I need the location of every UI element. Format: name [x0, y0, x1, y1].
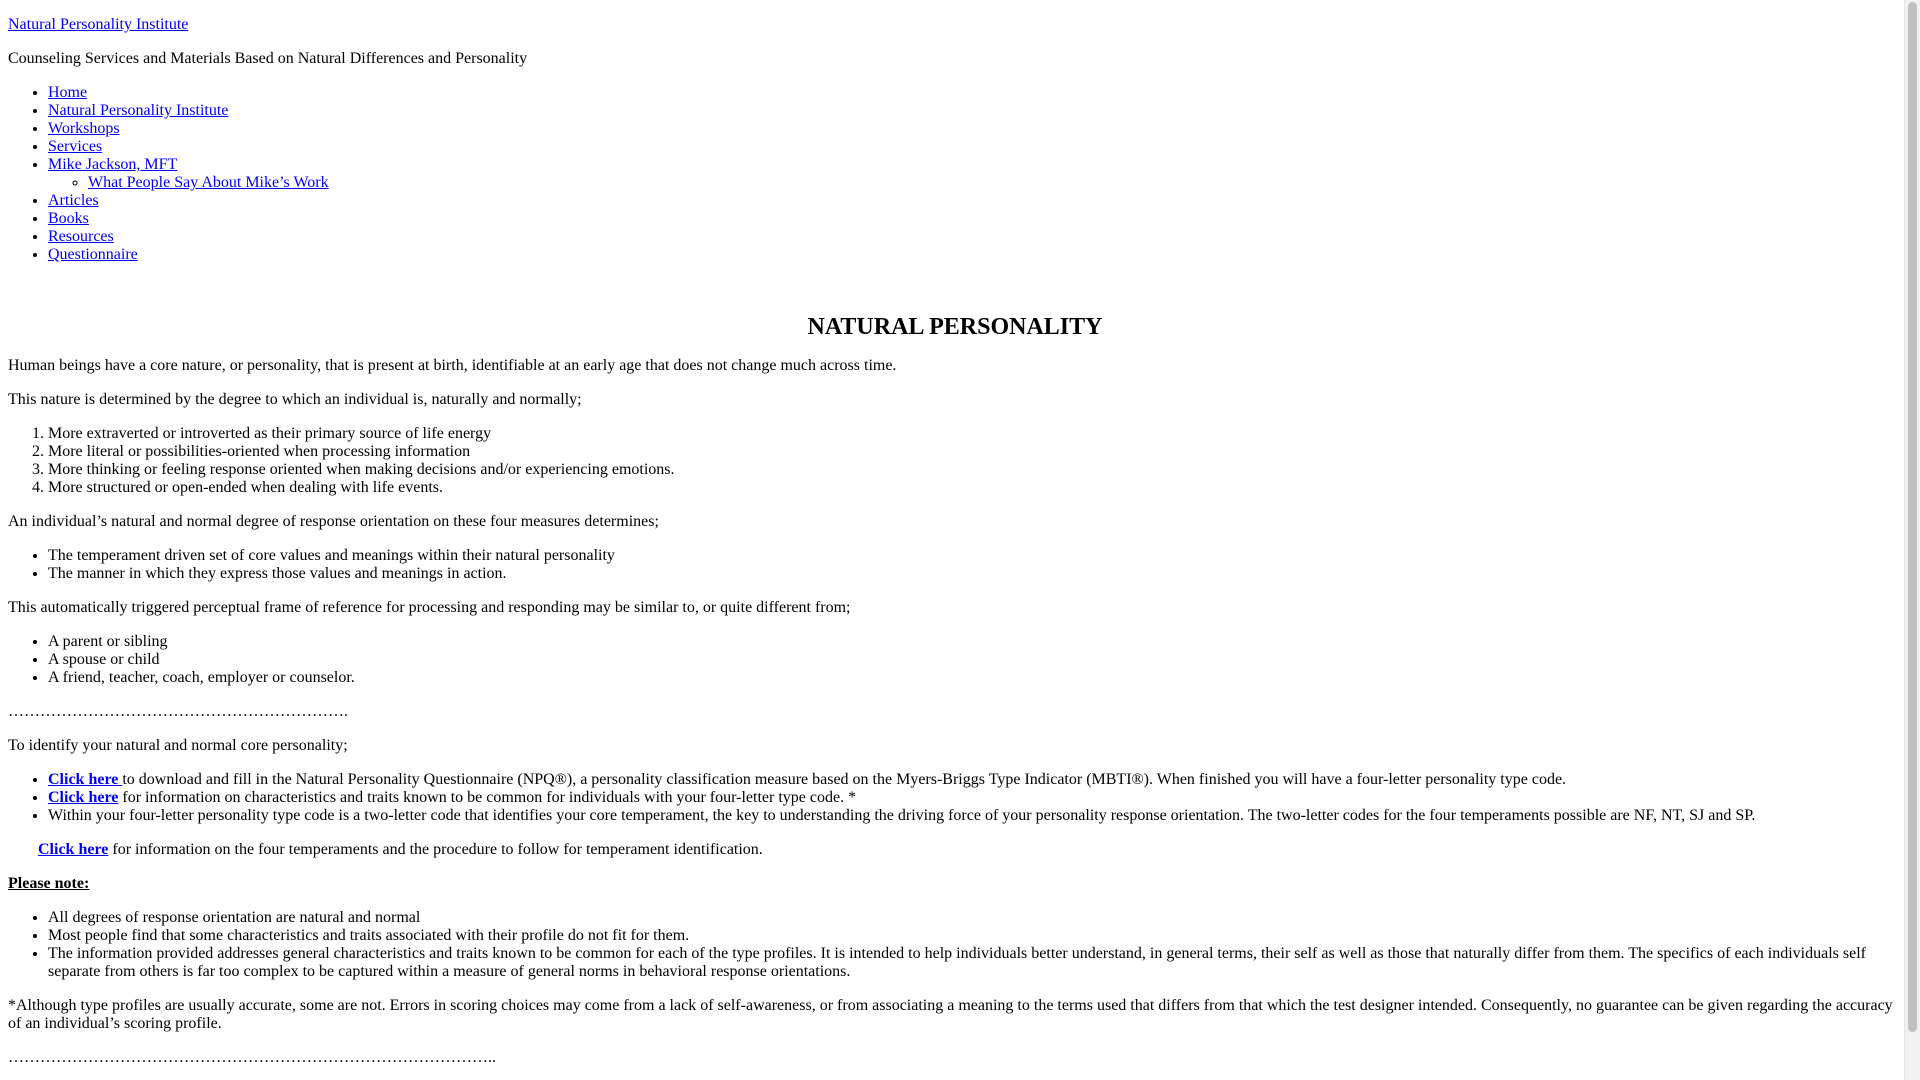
nav-link-articles[interactable]: Articles — [48, 192, 99, 209]
temperament-text: for information on the four temperaments and the procedure to follow for temperament identification. — [108, 841, 763, 858]
step-item-type-code — [48, 789, 1902, 807]
main-navigation — [8, 84, 1902, 264]
nav-link-services[interactable]: Services — [48, 138, 103, 155]
nav-item-articles — [48, 192, 1902, 210]
measures-list — [8, 425, 1902, 497]
step-text: for information on characteristics and traits known to be common for individuals with your four-letter type code. * — [118, 789, 857, 806]
page-content — [8, 0, 1902, 1067]
step-text: to download and fill in the Natural Personality Questionnaire (NPQ®), a personality classification measure based on the Myers-Briggs Type Indicator (MBTI®). When finished you will have a four-letter personality type code. — [122, 771, 1567, 788]
list-item: • The temperament driven set of core values and meanings within their natural personality — [48, 547, 1902, 565]
nav-item-workshops — [48, 120, 1902, 138]
nav-item-home — [48, 84, 1902, 102]
nav-link-home[interactable]: Home — [48, 84, 88, 101]
nav-submenu — [48, 174, 1902, 192]
step-item-temperament: • Within your four-letter personality type code is a two-letter code that identifies your core temperament, the key to understanding the driving force of your personality response orientation. The two-letter codes for the four temperaments possible are NF, NT, SJ and SP. — [48, 807, 1902, 825]
determines-paragraph: An individual’s natural and normal degree of response orientation on these four measures determines; — [8, 513, 659, 530]
disclaimer-paragraph: *Although type profiles are usually accurate, some are not. Errors in scoring choices may come from a lack of self-awareness, or from associating a meaning to the terms used that differs from that which the test designer intended. Consequently, no guarantee can be given regarding the accuracy of an individual’s scoring profile. — [8, 997, 1893, 1032]
nav-link-testimonials[interactable]: What People Say About Mike’s Work — [88, 174, 329, 191]
dotted-separator-bottom: ……………………………………………………………………………….. — [8, 1049, 496, 1066]
questionnaire-download-link[interactable]: Click here — [48, 771, 123, 788]
page-heading: NATURAL PERSONALITY — [807, 314, 1103, 340]
list-item: • All degrees of response orientation are natural and normal — [48, 909, 1902, 927]
list-item: • The manner in which they express those values and meanings in action. — [48, 565, 1902, 583]
nav-link-books[interactable]: Books — [48, 210, 89, 227]
site-tagline: Counseling Services and Materials Based on Natural Differences and Personality — [8, 50, 528, 67]
nav-item-resources — [48, 228, 1902, 246]
nav-link-workshops[interactable]: Workshops — [48, 120, 120, 137]
vertical-scrollbar[interactable] — [1904, 0, 1920, 1080]
nav-link-questionnaire[interactable]: Questionnaire — [48, 246, 138, 263]
note-heading — [8, 875, 1902, 893]
type-code-info-link[interactable]: Click here — [48, 789, 119, 806]
nav-item-mike-jackson — [48, 156, 1902, 192]
nav-item-institute — [48, 102, 1902, 120]
list-item: 3. More thinking or feeling response oriented when making decisions and/or experiencing emotions. — [48, 461, 1902, 479]
list-item: • A spouse or child — [48, 651, 1902, 669]
list-item: 2. More literal or possibilities-oriented when processing information — [48, 443, 1902, 461]
list-item: • A parent or sibling — [48, 633, 1902, 651]
dotted-separator: ………………………………………………………. — [8, 703, 348, 720]
temperament-paragraph — [8, 841, 1902, 859]
step-item-questionnaire — [48, 771, 1902, 789]
site-title-link[interactable]: Natural Personality Institute — [8, 16, 189, 33]
note-heading-text: Please note: — [8, 875, 90, 892]
triggered-paragraph: This automatically triggered perceptual frame of reference for processing and responding may be similar to, or quite different from; — [8, 599, 851, 616]
temperament-info-link[interactable]: Click here — [38, 841, 109, 858]
steps-list — [8, 771, 1902, 825]
nav-item-services — [48, 138, 1902, 156]
nav-link-mike-jackson[interactable]: Mike Jackson, MFT — [48, 156, 178, 173]
relations-list — [8, 633, 1902, 687]
list-item: 4. More structured or open-ended when dealing with life events. — [48, 479, 1902, 497]
intro-paragraph: Human beings have a core nature, or personality, that is present at birth, identifiable at an early age that does not change much across time. — [8, 357, 897, 374]
results-list — [8, 547, 1902, 583]
site-title — [8, 16, 1902, 34]
list-item: • Most people find that some characteristics and traits associated with their profile do not fit for them. — [48, 927, 1902, 945]
notes-list — [8, 909, 1902, 981]
nav-item-questionnaire — [48, 246, 1902, 264]
nav-link-institute[interactable]: Natural Personality Institute — [48, 102, 229, 119]
nav-subitem-testimonials — [88, 174, 1902, 192]
nav-link-resources[interactable]: Resources — [48, 228, 114, 245]
nav-item-books — [48, 210, 1902, 228]
list-item: • The information provided addresses general characteristics and traits known to be common for each of the type profiles. It is intended to help individuals better understand, in general terms, their self as well as those that naturally differ from them. The specifics of each individuals self separate from others is far too complex to be captured within a measure of general norms in behavioral response orientations. — [48, 945, 1902, 981]
scrollbar-thumb[interactable] — [1908, 2, 1917, 1032]
determined-paragraph: This nature is determined by the degree to which an individual is, naturally and normally; — [8, 391, 582, 408]
list-item: 1. More extraverted or introverted as their primary source of life energy — [48, 425, 1902, 443]
identify-paragraph: To identify your natural and normal core personality; — [8, 737, 348, 754]
list-item: • A friend, teacher, coach, employer or counselor. — [48, 669, 1902, 687]
